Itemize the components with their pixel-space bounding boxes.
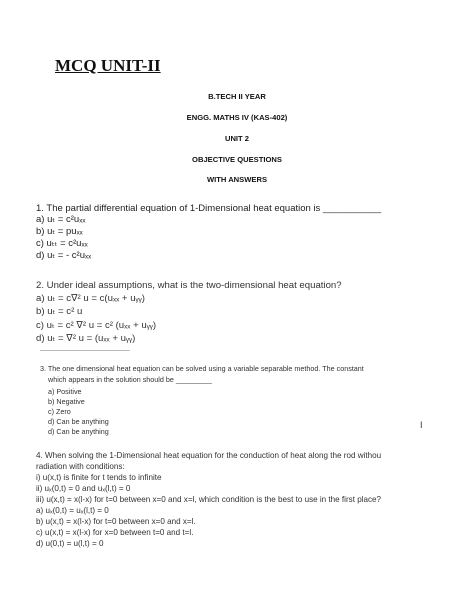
question-4-option-a: a) uₓ(0,t) = uₓ(l,t) = 0 (36, 506, 109, 515)
question-2-option-b: b) uₜ = c² u (36, 306, 83, 317)
question-3-text-line1: 3. The one dimensional heat equation can be solved using a variable separable method. The constant (40, 364, 364, 373)
question-1-option-a: a) uₜ = c²uₓₓ (36, 214, 86, 225)
header-line-year: B.TECH II YEAR (208, 92, 266, 101)
question-2-option-d: d) uₜ = ∇² u = (uₓₓ + uᵧᵧ) (36, 333, 136, 344)
header-line-objective: OBJECTIVE QUESTIONS (192, 155, 282, 164)
question-4-condition-2: ii) uₓ(0,t) = 0 and uₓ(l,t) = 0 (36, 484, 131, 493)
question-1-option-c: c) uₜₜ = c²uₓₓ (36, 238, 88, 249)
question-4-condition-1: i) u(x,t) is finite for t tends to infinite (36, 473, 162, 482)
question-2-text: 2. Under ideal assumptions, what is the two-dimensional heat equation? (36, 280, 342, 291)
question-3-option-a: a) Positive (48, 387, 82, 396)
question-3-option-b: b) Negative (48, 397, 85, 406)
question-4-option-d: d) u(0,t) = u(l,t) = 0 (36, 539, 104, 548)
question-3-option-c: c) Zero (48, 407, 71, 416)
question-1-text: 1. The partial differential equation of 1-Dimensional heat equation is ___________ (36, 203, 382, 214)
question-1-option-b: b) uₜ = puₓₓ (36, 226, 83, 237)
header-line-answers: WITH ANSWERS (206, 175, 268, 184)
question-4-option-c: c) u(x,t) = x(l-x) for x=0 between t=0 and t=l. (36, 528, 194, 537)
question-4-condition-3: iii) u(x,t) = x(l-x) for t=0 between x=0 and x=l, which condition is the best to use in the first place? (36, 495, 382, 504)
question-3-option-d-duplicate: d) Can be anything (48, 427, 109, 436)
question-2-option-a: a) uₜ = c∇² u = c(uₓₓ + uᵧᵧ) (36, 293, 145, 304)
question-4-text-line2: radiation with conditions: (36, 462, 125, 471)
question-4-option-b: b) u(x,t) = x(l-x) for t=0 between x=0 and x=l. (36, 517, 196, 526)
separator-line (40, 350, 130, 351)
document-title: MCQ UNIT-II (55, 56, 161, 75)
question-3-text-line2: which appears in the solution should be _________ (48, 375, 212, 384)
question-2-option-c: c) uₜ = c² ∇² u = c² (uₓₓ + uᵧᵧ) (36, 320, 157, 331)
header-line-unit: UNIT 2 (224, 134, 250, 143)
header-line-course: ENGG. MATHS IV (KAS-402) (186, 113, 288, 122)
question-4-text-line1: 4. When solving the 1-Dimensional heat equation for the conduction of heat along the rod withou (36, 451, 382, 460)
question-3-option-d: d) Can be anything (48, 417, 109, 426)
question-1-option-d: d) uₜ = - c²uₓₓ (36, 250, 92, 261)
stray-mark: I (420, 420, 423, 430)
